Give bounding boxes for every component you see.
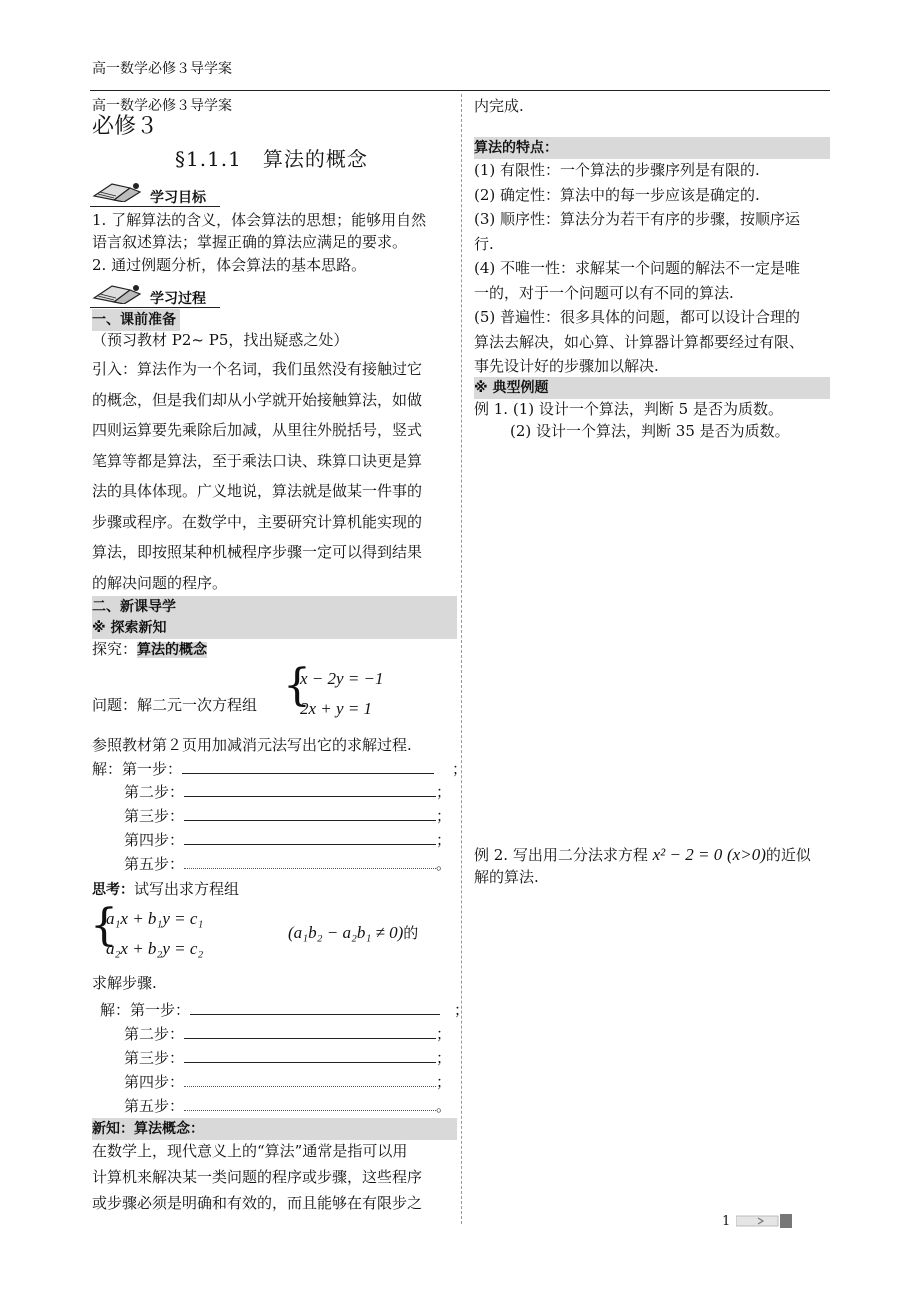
step-label: 第二步：	[124, 1025, 185, 1043]
step-end: ；	[436, 1049, 452, 1067]
running-header: 高一数学必修３导学案	[92, 61, 232, 77]
concept-line: 或步骤必须是明确和有效的，而且能够在有限步之	[92, 1194, 423, 1212]
intro-line: 笔算等都是算法，至于乘法口诀、珠算口诀更是算	[92, 451, 423, 470]
feature-line: (2) 确定性：算法中的每一步应该是确定的.	[474, 185, 760, 204]
step-end: ；	[454, 1001, 470, 1019]
system-equation-1: a₁x + b₁y = c₁	[106, 909, 204, 928]
step-end: ；	[436, 1073, 452, 1091]
feature-line: 事先设计好的步骤加以解决.	[474, 357, 659, 375]
column-divider	[461, 94, 462, 1224]
book-label: 必修３	[92, 114, 159, 139]
section-title: §1.1.1 算法的概念	[175, 147, 368, 171]
steps-label: 求解步骤.	[92, 974, 157, 992]
answer-blank[interactable]	[184, 806, 436, 821]
answer-blank[interactable]	[184, 830, 436, 845]
step-end: ；	[436, 831, 452, 849]
goal-2: 2. 通过例题分析，体会算法的基本思路。	[92, 256, 367, 274]
equation-1: x − 2y = −1	[300, 669, 384, 688]
equation-2: 2x + y = 1	[300, 699, 373, 718]
reference-text: 参照教材第２页用加减消元法写出它的求解过程.	[92, 736, 412, 754]
prep-note: （预习教材 P2~ P5，找出疑惑之处）	[92, 331, 349, 349]
feature-line: (4) 不唯一性：求解某一个问题的解法不一定是唯	[474, 259, 801, 277]
condition-suffix: 的	[403, 924, 419, 942]
step-label: 第五步：	[124, 1097, 185, 1115]
step-label: 解：第一步：	[100, 1001, 191, 1019]
answer-blank[interactable]	[190, 1000, 440, 1015]
book-icon	[90, 178, 148, 202]
feature-line: 行.	[474, 234, 494, 253]
example-1-line-2: (2) 设计一个算法，判断 35 是否为质数。	[510, 422, 790, 440]
intro-line: 四则运算要先乘除后加减，从里往外脱括号，竖式	[92, 421, 423, 439]
next-page-button[interactable]	[736, 1214, 792, 1228]
explore-topic: 算法的概念	[137, 642, 208, 658]
example-2-suffix: 的近似	[765, 846, 811, 864]
answer-blank[interactable]	[184, 1048, 436, 1063]
step-end: ；	[452, 760, 468, 778]
condition-expression: (a₁b₂ − a₂b₁ ≠ 0)	[288, 923, 404, 942]
answer-blank[interactable]	[184, 1096, 436, 1111]
intro-line: 步骤或程序。在数学中，主要研究计算机能实现的	[92, 512, 423, 531]
step-label: 解：第一步：	[92, 760, 183, 778]
continuation-text: 内完成.	[474, 97, 524, 115]
step-end: 。	[436, 1097, 452, 1115]
header-rule	[90, 90, 830, 91]
step-end: ；	[436, 807, 452, 825]
answer-blank[interactable]	[184, 1072, 436, 1087]
step-label: 第二步：	[124, 783, 185, 801]
example-2-prefix: 例 2. 写出用二分法求方程	[474, 846, 648, 864]
system-equation-2: a₂x + b₂y = c₂	[106, 939, 204, 958]
step-label: 第五步：	[124, 855, 185, 873]
intro-line: 法的具体体现。广义地说，算法就是做某一件事的	[92, 482, 423, 500]
prep-heading: 一、课前准备	[92, 309, 180, 331]
intro-line: 的解决问题的程序。	[92, 573, 228, 592]
concept-label: 新知：算法概念：	[92, 1118, 457, 1140]
example-2-condition: (x>0)	[727, 845, 766, 864]
brace-symbol: {	[283, 660, 311, 711]
answer-blank[interactable]	[182, 759, 434, 774]
feature-line: (3) 顺序性：算法分为若干有序的步骤，按顺序运	[474, 210, 801, 228]
answer-blank[interactable]	[184, 854, 436, 869]
example-2-equation: x² − 2 = 0	[652, 845, 723, 864]
examples-heading: ※ 典型例题	[474, 377, 830, 399]
concept-paragraph	[92, 1138, 422, 1216]
answer-blank[interactable]	[184, 1024, 436, 1039]
intro-line: 引入：算法作为一个名词，我们虽然没有接触过它	[92, 360, 423, 378]
doc-title: 高一数学必修３导学案	[92, 98, 232, 114]
goal-1b: 语言叙述算法；掌握正确的算法应满足的要求。	[92, 233, 408, 251]
step-label: 第四步：	[124, 831, 185, 849]
book-icon	[90, 280, 148, 304]
step-end: 。	[436, 855, 452, 873]
features-heading: 算法的特点：	[474, 137, 830, 159]
step-label: 第三步：	[124, 807, 185, 825]
think-text: 试写出求方程组	[134, 880, 240, 898]
example-1-line-1: 例 1. (1) 设计一个算法，判断 5 是否为质数。	[474, 400, 783, 418]
explore-label: 探究：	[92, 640, 138, 658]
page-number: 1	[722, 1214, 731, 1229]
intro-paragraph	[92, 354, 422, 598]
feature-line: (5) 普遍性：很多具体的问题，都可以设计合理的	[474, 308, 801, 326]
step-label: 第四步：	[124, 1073, 185, 1091]
think-label: 思考：	[92, 882, 134, 898]
intro-line: 的概念，但是我们却从小学就开始接触算法，如做	[92, 390, 423, 409]
goal-1a: 1. 了解算法的含义，体会算法的思想；能够用自然	[92, 211, 427, 229]
brace-symbol: {	[90, 900, 118, 951]
intro-line: 算法，即按照某种机械程序步骤一定可以得到结果	[92, 543, 423, 561]
feature-line: 一的，对于一个问题可以有不同的算法.	[474, 283, 734, 302]
example-2-line-2: 解的算法.	[474, 868, 539, 886]
goals-underline	[90, 206, 220, 207]
concept-line: 计算机来解决某一类问题的程序或步骤，这些程序	[92, 1168, 423, 1186]
new-lesson-heading: 二、新课导学	[92, 596, 457, 618]
answer-blank[interactable]	[184, 782, 436, 797]
feature-line: (1) 有限性：一个算法的步骤序列是有限的.	[474, 161, 760, 179]
process-heading: 学习过程	[150, 291, 206, 307]
features-list	[474, 158, 804, 379]
explore-heading: ※ 探索新知	[92, 617, 457, 639]
problem-text: 问题：解二元一次方程组	[92, 696, 258, 714]
step-end: ；	[436, 1025, 452, 1043]
step-label: 第三步：	[124, 1049, 185, 1067]
step-end: ；	[436, 783, 452, 801]
concept-line: 在数学上，现代意义上的“算法”通常是指可以用	[92, 1142, 408, 1160]
process-underline	[90, 307, 220, 308]
feature-line: 算法去解决，如心算、计算器计算都要经过有限、	[474, 332, 805, 351]
goals-heading: 学习目标	[150, 190, 206, 206]
